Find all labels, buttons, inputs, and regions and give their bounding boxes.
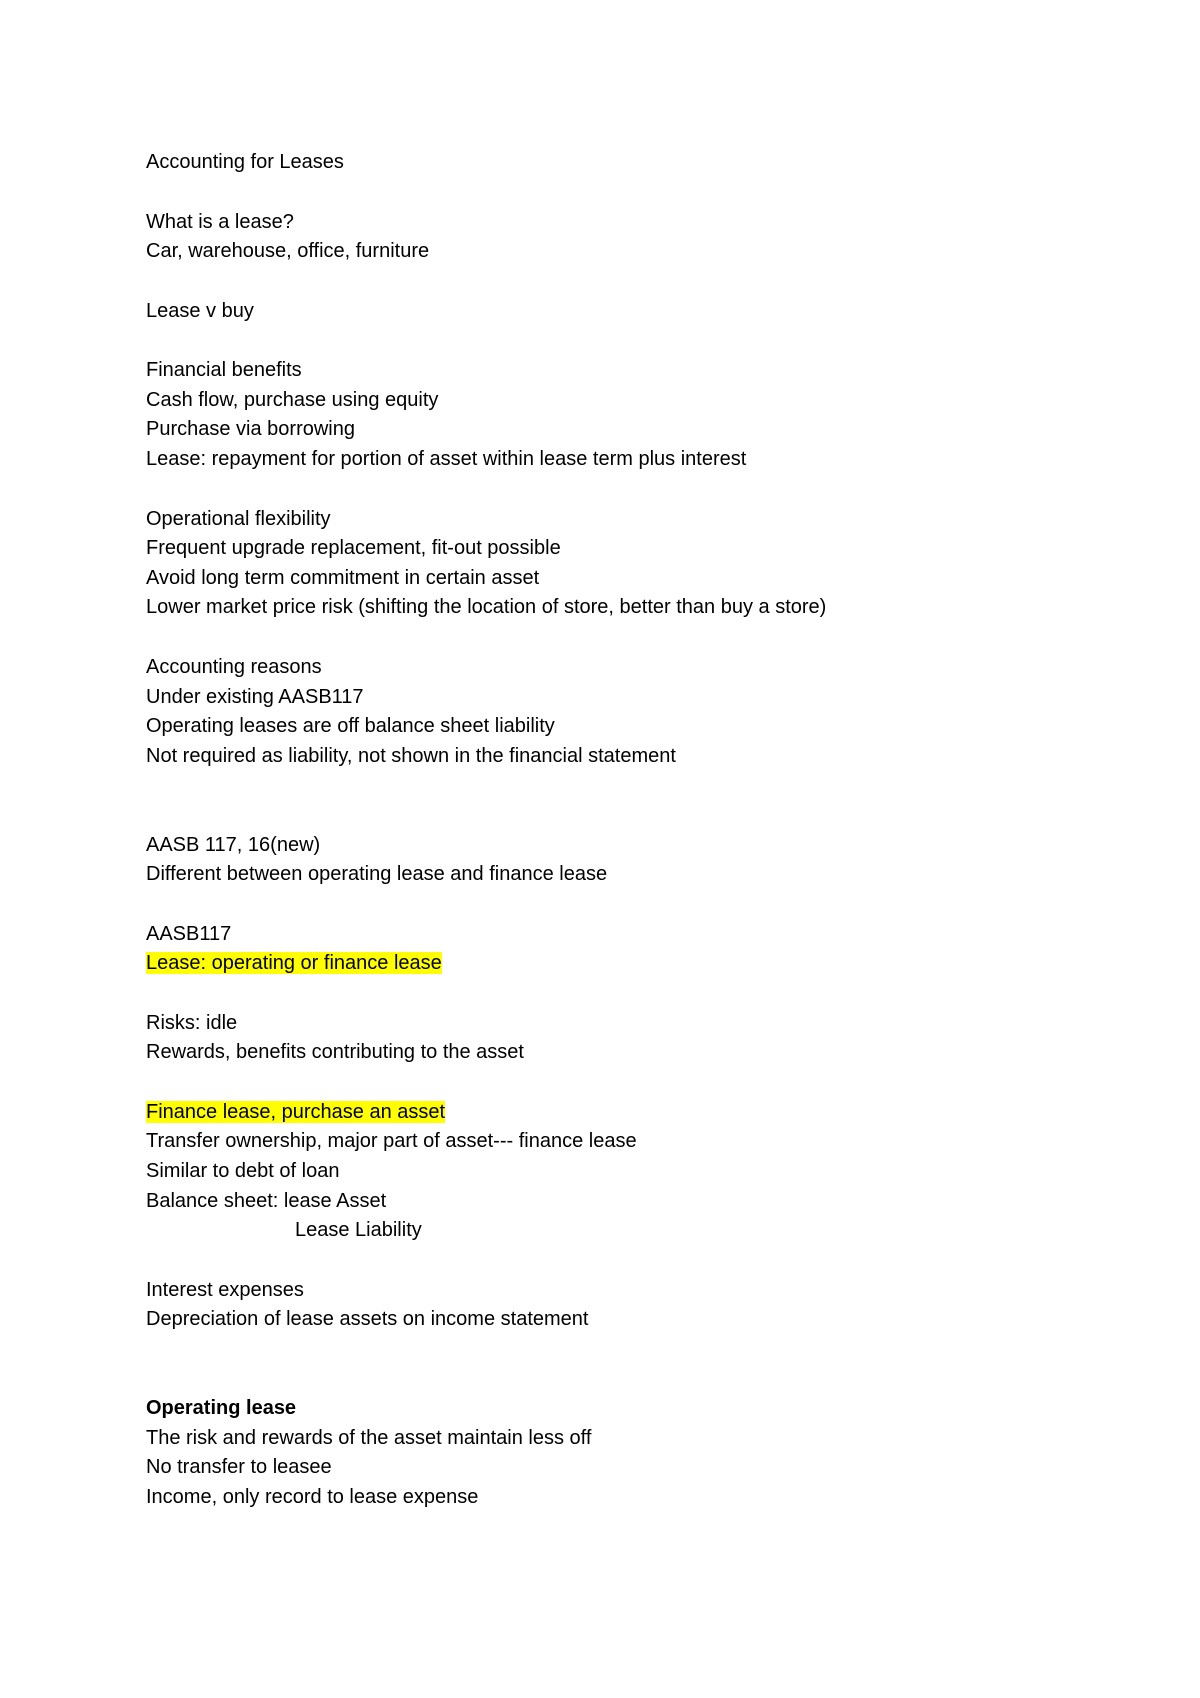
text-line: Risks: idle: [146, 1012, 238, 1034]
text-line: Balance sheet: lease Asset: [146, 1190, 387, 1212]
text-line: Lower market price risk (shifting the location of store, better than buy a store): [146, 596, 827, 618]
text-line: No transfer to leasee: [146, 1456, 332, 1478]
text-line: Frequent upgrade replacement, fit-out possible: [146, 537, 561, 559]
text-line: Different between operating lease and finance lease: [146, 863, 608, 885]
text-line: Cash flow, purchase using equity: [146, 389, 439, 411]
highlighted-line: Lease: operating or finance lease: [146, 952, 442, 974]
document-title: Accounting for Leases: [146, 151, 344, 173]
text-line: Car, warehouse, office, furniture: [146, 240, 430, 262]
highlighted-line: Finance lease, purchase an asset: [146, 1101, 446, 1123]
text-line: Income, only record to lease expense: [146, 1486, 479, 1508]
text-line: What is a lease?: [146, 211, 294, 233]
text-line: Under existing AASB117: [146, 686, 364, 708]
text-line: Transfer ownership, major part of asset--- finance lease: [146, 1130, 637, 1152]
section-heading: Interest expenses: [146, 1279, 304, 1301]
text-line: Lease v buy: [146, 300, 254, 322]
section-heading: Operational flexibility: [146, 508, 331, 530]
text-line: The risk and rewards of the asset maintain less off: [146, 1427, 592, 1449]
text-line: Lease Liability: [295, 1219, 422, 1241]
text-line: Avoid long term commitment in certain asset: [146, 567, 540, 589]
text-line: Depreciation of lease assets on income statement: [146, 1308, 589, 1330]
text-line: Operating leases are off balance sheet liability: [146, 715, 555, 737]
section-heading: AASB 117, 16(new): [146, 834, 321, 856]
text-line: Purchase via borrowing: [146, 418, 355, 440]
text-line: Similar to debt of loan: [146, 1160, 340, 1182]
text-line: Rewards, benefits contributing to the asset: [146, 1041, 524, 1063]
section-heading: Accounting reasons: [146, 656, 322, 678]
text-line: Lease: repayment for portion of asset within lease term plus interest: [146, 448, 747, 470]
section-heading: AASB117: [146, 923, 232, 945]
section-heading: Financial benefits: [146, 359, 302, 381]
text-line: Not required as liability, not shown in the financial statement: [146, 745, 676, 767]
bold-heading: Operating lease: [146, 1397, 297, 1419]
